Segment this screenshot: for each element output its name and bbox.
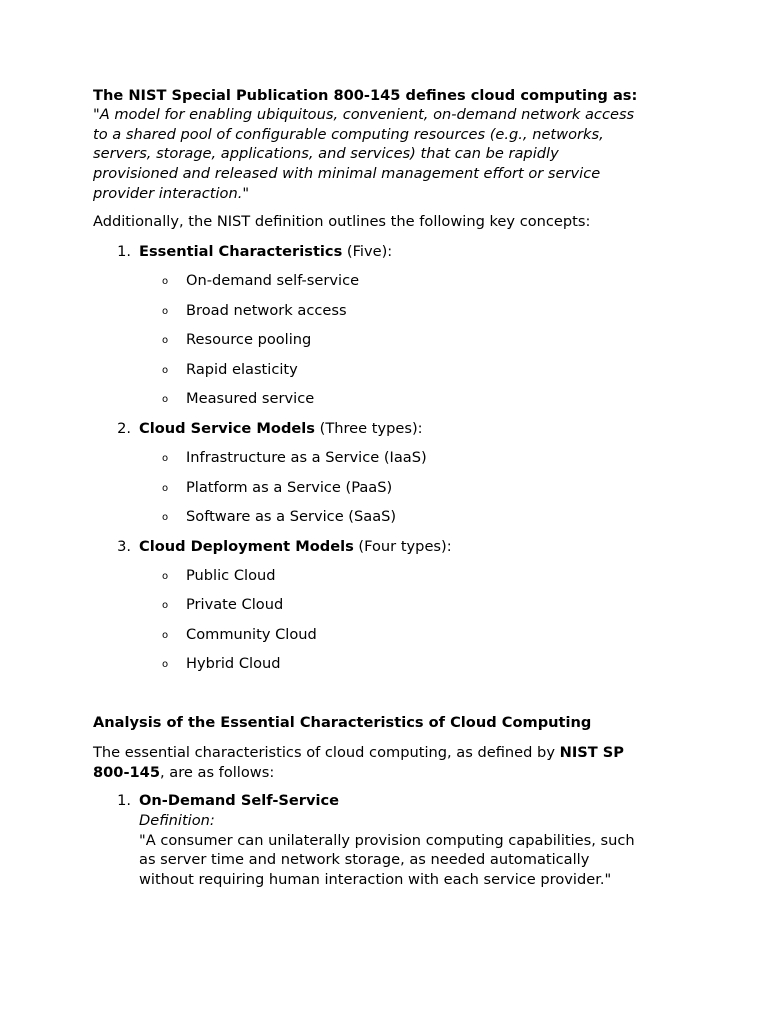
analysis-intro-line: [93, 743, 624, 763]
definition-label: Definition:: [139, 812, 215, 829]
list-item: Measured service: [186, 390, 315, 407]
bullet-icon: o: [162, 306, 169, 317]
definition-quote-line: "A model for enabling ubiquitous, convenient, on-demand network access: [93, 106, 635, 123]
concept-suffix: (Five):: [342, 243, 393, 260]
bullet-icon: o: [162, 659, 169, 670]
definition-heading: The NIST Special Publication 800-145 defines cloud computing as:: [93, 87, 638, 104]
concept-heading: [139, 419, 423, 439]
list-number: 1.: [117, 792, 131, 809]
list-item: Resource pooling: [186, 331, 312, 348]
list-item: On-demand self-service: [186, 272, 360, 289]
bullet-icon: o: [162, 365, 169, 376]
bullet-icon: o: [162, 512, 169, 523]
analysis-intro-suffix: , are as follows:: [159, 764, 275, 781]
analysis-intro-bold: NIST SP: [559, 744, 625, 761]
list-item: Platform as a Service (PaaS): [186, 479, 393, 496]
list-item: Broad network access: [186, 302, 347, 319]
characteristic-quote-line: "A consumer can unilaterally provision computing capabilities, such: [139, 832, 635, 849]
definition-quote-line: provisioned and released with minimal management effort or service: [93, 165, 601, 182]
list-number: 1.: [117, 243, 131, 260]
bullet-icon: o: [162, 276, 169, 287]
list-item: Community Cloud: [186, 626, 317, 643]
concept-suffix: (Three types):: [315, 420, 423, 437]
list-item: Rapid elasticity: [186, 361, 298, 378]
concept-title: Essential Characteristics: [139, 243, 343, 260]
bullet-icon: o: [162, 600, 169, 611]
analysis-intro-bold: 800-145: [93, 764, 160, 781]
list-item: Private Cloud: [186, 596, 284, 613]
concept-heading: [139, 537, 452, 557]
characteristic-title: On-Demand Self-Service: [139, 792, 340, 809]
concept-title: Cloud Deployment Models: [139, 538, 354, 555]
characteristic-quote-line: without requiring human interaction with each service provider.": [139, 871, 612, 888]
concept-heading: [139, 242, 392, 262]
list-item: Hybrid Cloud: [186, 655, 281, 672]
analysis-intro-prefix: The essential characteristics of cloud computing, as defined by: [93, 744, 560, 761]
definition-quote-line: to a shared pool of configurable computing resources (e.g., networks,: [93, 126, 604, 143]
bullet-icon: o: [162, 453, 169, 464]
characteristic-quote-line: as server time and network storage, as needed automatically: [139, 851, 590, 868]
concept-title: Cloud Service Models: [139, 420, 315, 437]
list-item: Software as a Service (SaaS): [186, 508, 397, 525]
analysis-intro-line: [93, 763, 274, 783]
list-number: 2.: [117, 420, 131, 437]
bullet-icon: o: [162, 394, 169, 405]
concept-suffix: (Four types):: [353, 538, 452, 555]
bullet-icon: o: [162, 630, 169, 641]
definition-quote-line: servers, storage, applications, and services) that can be rapidly: [93, 145, 559, 162]
definition-quote-line: provider interaction.": [93, 185, 250, 202]
concepts-intro: Additionally, the NIST definition outlines the following key concepts:: [93, 213, 591, 230]
bullet-icon: o: [162, 483, 169, 494]
bullet-icon: o: [162, 571, 169, 582]
list-item: Infrastructure as a Service (IaaS): [186, 449, 427, 466]
list-item: Public Cloud: [186, 567, 276, 584]
analysis-heading: Analysis of the Essential Characteristics of Cloud Computing: [93, 714, 592, 731]
list-number: 3.: [117, 538, 131, 555]
bullet-icon: o: [162, 335, 169, 346]
